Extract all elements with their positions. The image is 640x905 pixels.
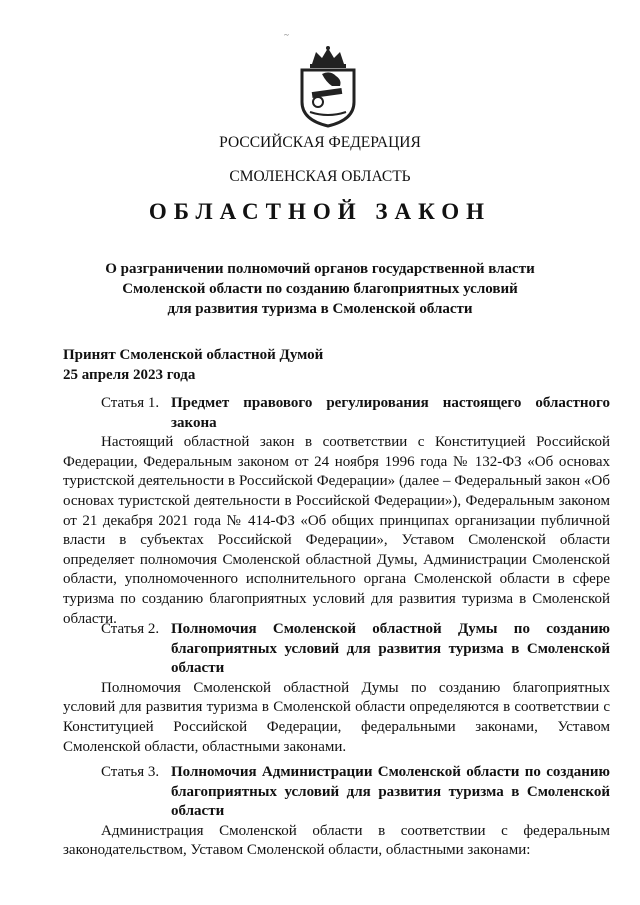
law-subject-line: Смоленской области по созданию благоприятных условий [122,281,518,297]
smolensk-coat-of-arms-icon [296,44,360,128]
law-subject-line: О разграничении полномочий органов государственной власти [105,261,535,277]
article-text: Настоящий областной закон в соответствии с Конституцией Российской Федерации, Федеральным законом от 24 ноября 1996 года № 132-ФЗ «Об основах туристской деятельности в Российской Федерации» (далее – Федеральный закон «Об основах туристской деятельности в Российской Федерации»), Федеральным законом от 21 декабря 2021 года № 414-ФЗ «Об общих принципах организации публичной власти в субъектах Российской Федерации», Уставом Смоленской области определяет полномочия Смоленской областной Думы, Администрации Смоленской области, уполномоченного исполнительного органа Смоленской области в сфере туризма по созданию благоприятных условий для развития туризма в Смоленской области. [63,434,610,627]
article-number: Статья 1. [101,395,160,411]
article-heading [63,394,610,433]
article-3 [63,763,610,861]
article-number: Статья 3. [101,764,160,780]
region-heading: СМОЛЕНСКАЯ ОБЛАСТЬ [229,168,411,185]
article-text: Полномочия Смоленской областной Думы по созданию благоприятных условий для развития туризма в Смоленской области определяются в соответствии с Конституцией Российской Федерации, федеральными законами, Уставом Смоленской области, областными законами. [63,679,610,755]
scan-mark: ~ [284,30,289,40]
document-type-title: ОБЛАСТНОЙ ЗАКОН [148,199,492,224]
law-subject [0,259,640,319]
country-heading: РОССИЙСКАЯ ФЕДЕРАЦИЯ [219,134,421,151]
article-title: Полномочия Администрации Смоленской области по созданию благоприятных условий для развития туризма в Смоленской области [171,764,610,820]
article-text: Администрация Смоленской области в соответствии с федеральным законодательством, Уставом Смоленской области, областными законами: [63,822,610,859]
article-2 [63,620,610,757]
adoption-info [63,345,323,385]
law-subject-line: для развития туризма в Смоленской области [167,301,473,317]
article-title: Полномочия Смоленской областной Думы по созданию благоприятных условий для развития туризма в Смоленской области [171,621,610,677]
article-title: Предмет правового регулирования настоящего областного закона [171,395,610,431]
article-heading [63,620,610,679]
article-1 [63,394,610,629]
article-heading [63,763,610,822]
adoption-date: 25 апреля 2023 года [63,367,196,383]
adopted-by: Принят Смоленской областной Думой [63,347,324,363]
article-number: Статья 2. [101,621,160,637]
